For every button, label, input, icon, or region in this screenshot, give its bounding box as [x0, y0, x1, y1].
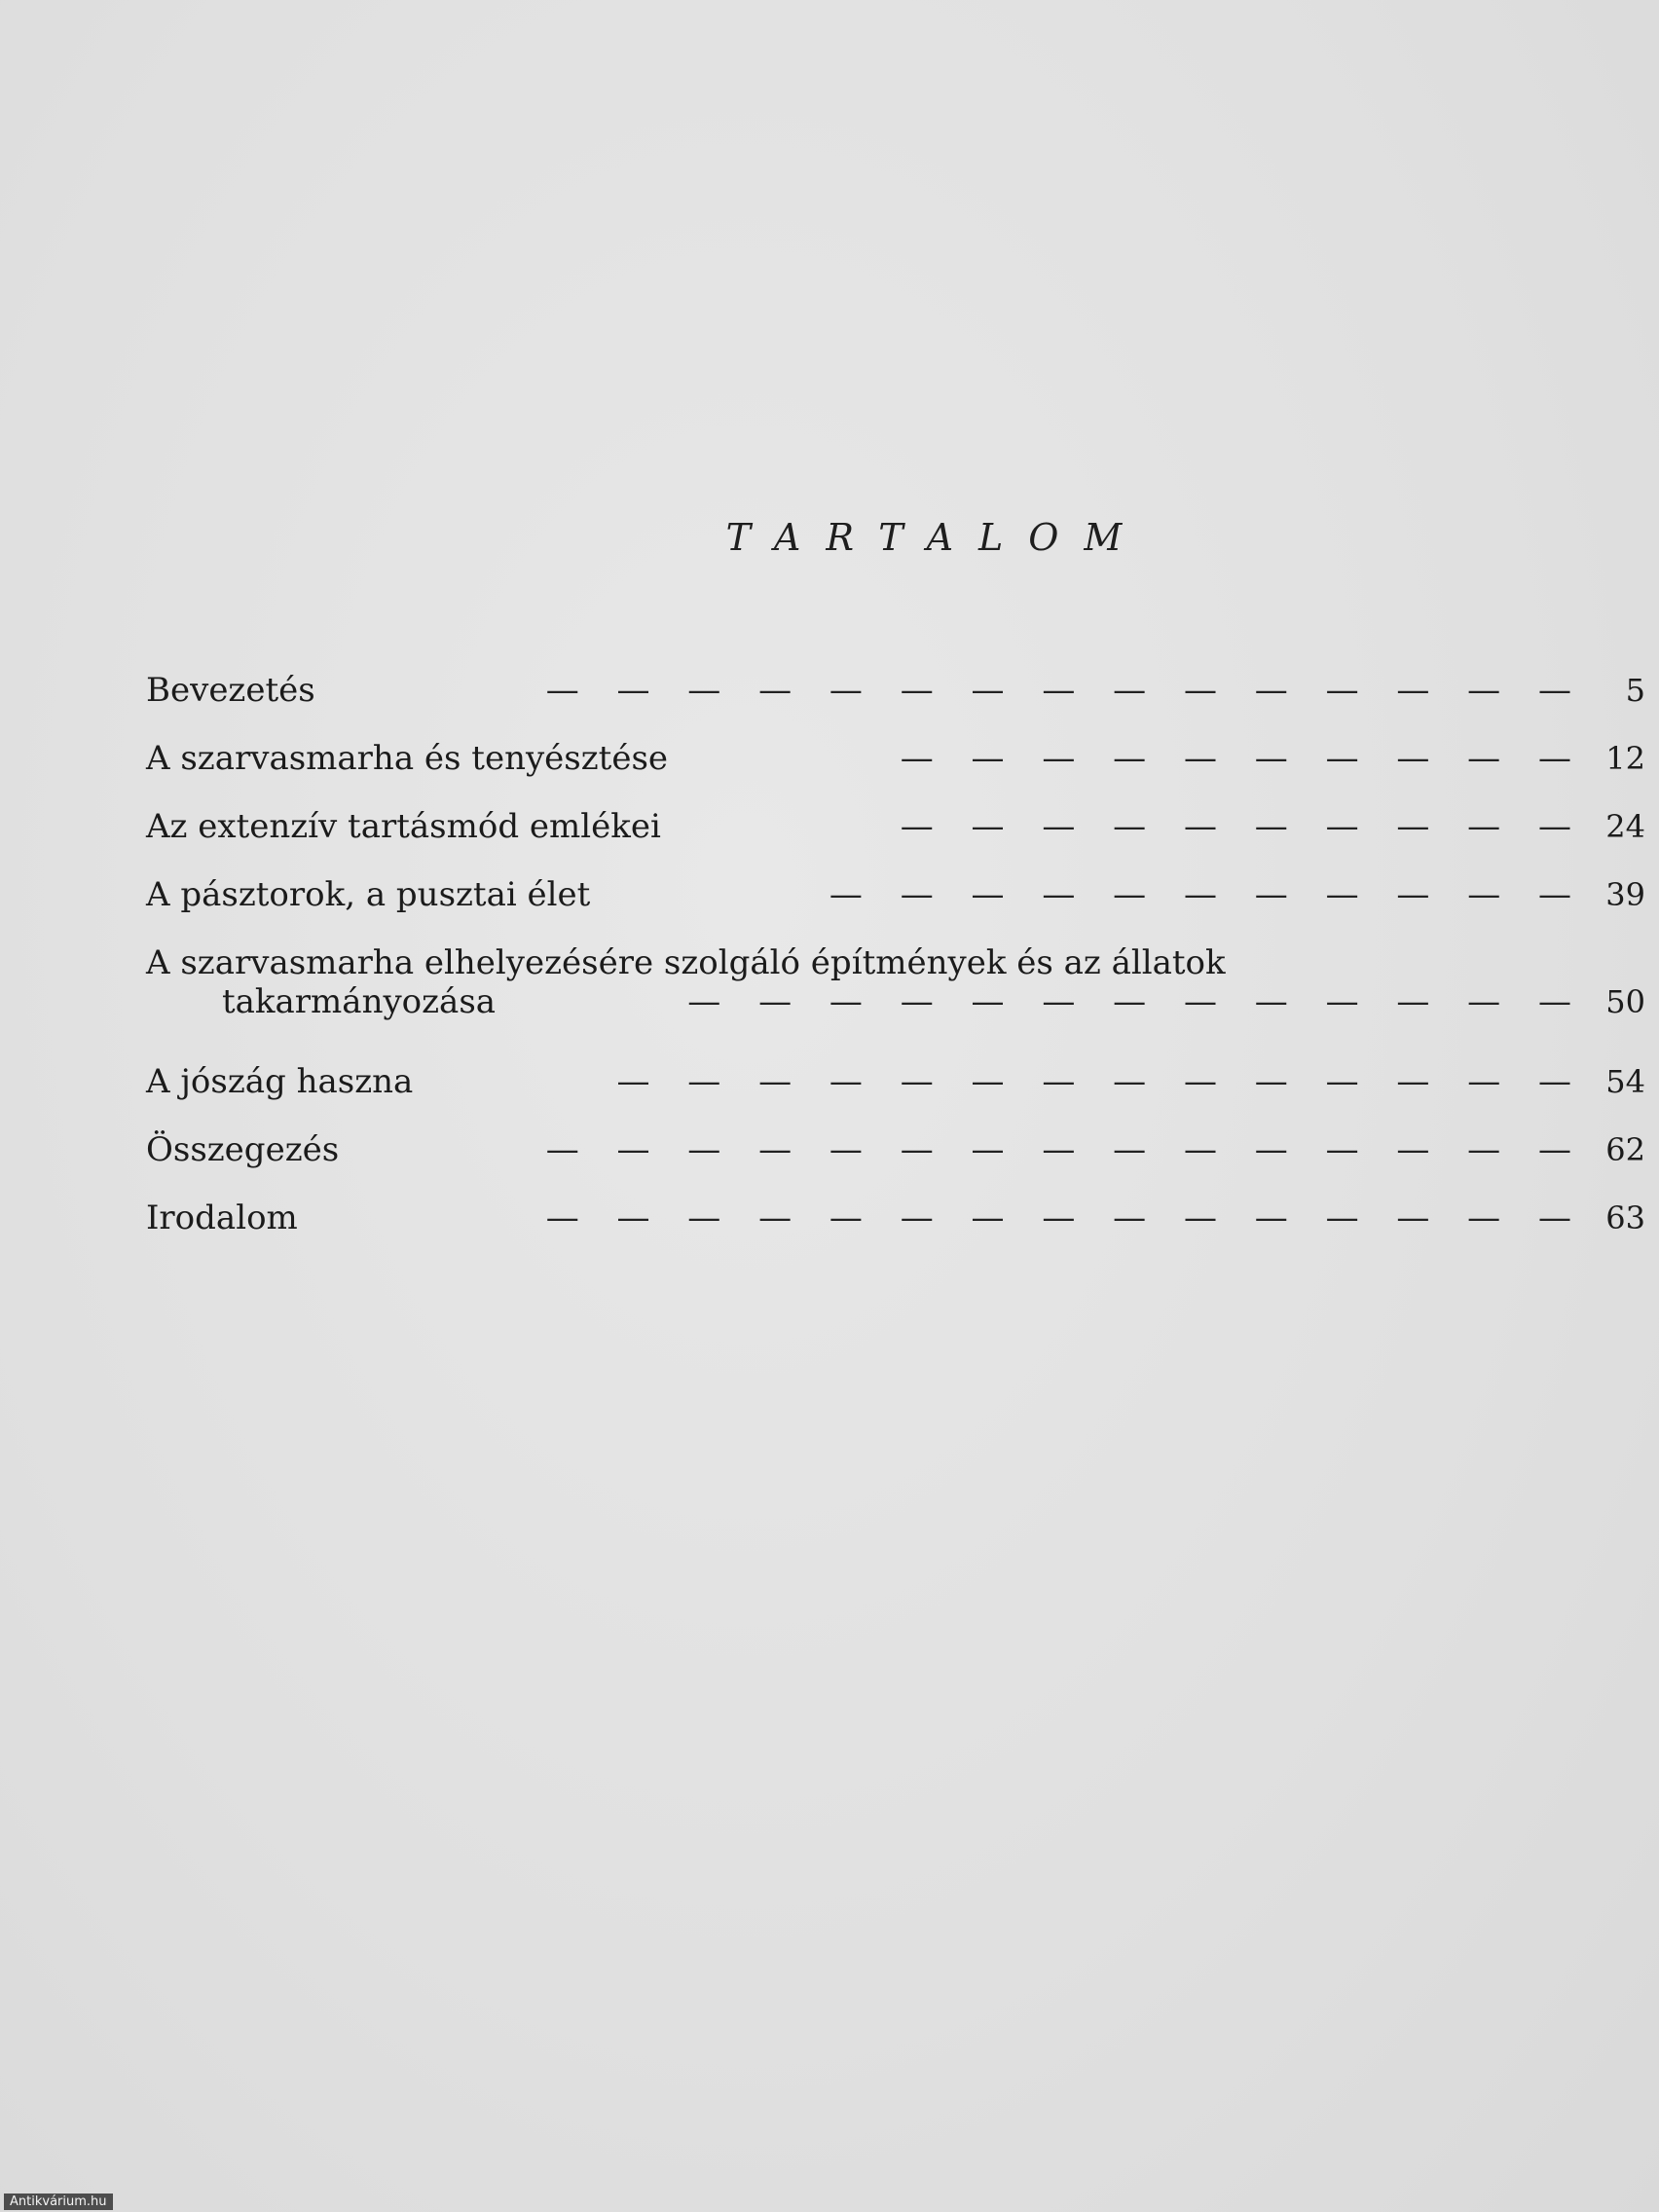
table-of-contents: [146, 667, 1645, 1263]
toc-leader-dashes: — — — — — — — — — — —: [829, 875, 1585, 914]
toc-entry-label: Összegezés: [146, 1130, 340, 1169]
toc-leader-dashes: — — — — — — — — — — — — — — —: [545, 1130, 1585, 1169]
toc-leader-dashes: — — — — — — — — — — — — —: [687, 982, 1585, 1021]
toc-page-number: 63: [1605, 1199, 1645, 1236]
page-title: TARTALOM: [725, 516, 1148, 559]
toc-leader-dashes: — — — — — — — — — — — — — — —: [545, 671, 1585, 710]
toc-leader-dashes: — — — — — — — — — —: [900, 739, 1585, 778]
watermark: Antikvárium.hu: [4, 2194, 113, 2210]
toc-entry: [146, 735, 1645, 803]
toc-entry-label: A jószág haszna: [146, 1062, 414, 1101]
toc-page-number: 50: [1605, 983, 1645, 1020]
toc-leader-dashes: — — — — — — — — — — — — — — —: [545, 1198, 1585, 1237]
toc-entry: [146, 1058, 1645, 1126]
toc-entry: [146, 871, 1645, 940]
toc-entry: [146, 667, 1645, 735]
toc-entry-label: Bevezetés: [146, 671, 315, 710]
toc-entry: [146, 803, 1645, 871]
toc-entry-label-continuation: takarmányozása: [222, 982, 497, 1021]
toc-entry: [146, 1195, 1645, 1263]
toc-entry: [146, 1126, 1645, 1195]
toc-entry: [146, 940, 1645, 1058]
toc-leader-dashes: — — — — — — — — — — — — — —: [616, 1062, 1585, 1101]
toc-entry-label: A szarvasmarha és tenyésztése: [146, 739, 669, 778]
toc-entry-label: Az extenzív tartásmód emlékei: [146, 807, 661, 846]
toc-entry-label: Irodalom: [146, 1198, 298, 1237]
toc-entry-label: A pásztorok, a pusztai élet: [146, 875, 591, 914]
toc-entry-label: A szarvasmarha elhelyezésére szolgáló építmények és az állatok: [146, 943, 1226, 982]
toc-leader-dashes: — — — — — — — — — —: [900, 807, 1585, 846]
toc-page-number: 39: [1605, 876, 1645, 913]
toc-page-number: 5: [1625, 672, 1645, 709]
toc-page-number: 24: [1605, 808, 1645, 845]
toc-page-number: 62: [1605, 1131, 1645, 1168]
toc-page-number: 54: [1605, 1063, 1645, 1100]
toc-page-number: 12: [1605, 740, 1645, 777]
